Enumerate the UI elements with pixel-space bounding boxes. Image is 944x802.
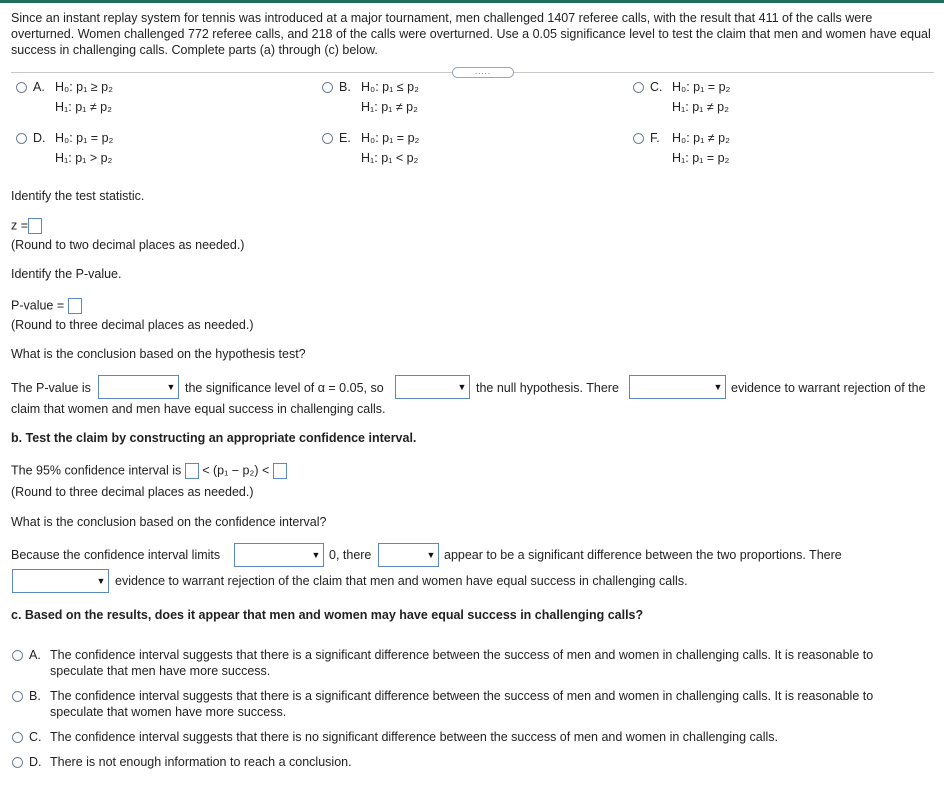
conclusion-text-4: evidence to warrant rejection of the — [731, 381, 926, 395]
radio-button[interactable] — [12, 691, 23, 702]
pvalue-rounding-note: (Round to three decimal places as needed.) — [11, 318, 254, 332]
hypothesis-option-d[interactable] — [16, 131, 113, 168]
option-text: There is not enough information to reach a conclusion. — [50, 755, 352, 769]
option-letter: C. — [29, 730, 42, 744]
answer-option-d[interactable] — [12, 754, 927, 770]
radio-button[interactable] — [633, 82, 644, 93]
option-letter: B. — [29, 689, 41, 703]
z-row — [11, 218, 42, 234]
conclusion-text-3: the null hypothesis. There — [476, 381, 619, 395]
ci-limits-dropdown[interactable] — [234, 543, 324, 567]
option-letter: F. — [650, 131, 660, 145]
hypothesis-option-f[interactable] — [633, 131, 730, 168]
dropdown-arrow-icon: ▼ — [166, 382, 176, 392]
radio-button[interactable] — [322, 82, 333, 93]
option-letter: A. — [33, 80, 45, 94]
alt-hypothesis: H₁: p₁ ≠ p₂ — [361, 100, 418, 114]
alt-hypothesis: H₁: p₁ ≠ p₂ — [672, 100, 729, 114]
ci-label: The 95% confidence interval is — [11, 463, 182, 478]
null-hypothesis-dropdown[interactable] — [395, 375, 470, 399]
ci-conclusion-prompt: What is the conclusion based on the confidence interval? — [11, 515, 327, 529]
answer-option-c[interactable] — [12, 729, 927, 745]
option-letter: C. — [650, 80, 663, 94]
pvalue-label: P-value = — [11, 298, 65, 313]
option-text: The confidence interval suggests that there is no significant difference between the success of men and women in challenging calls. — [50, 730, 778, 744]
dropdown-arrow-icon: ▼ — [311, 550, 321, 560]
alt-hypothesis: H₁: p₁ < p₂ — [361, 151, 419, 165]
null-hypothesis: H₀: p₁ ≥ p₂ — [55, 80, 113, 94]
option-letter: D. — [29, 755, 42, 769]
radio-button[interactable] — [16, 82, 27, 93]
evidence-dropdown[interactable] — [629, 375, 726, 399]
option-text: The confidence interval suggests that there is a significant difference between the success of men and women in challenging calls. It is reasonable to speculate that women have more success. — [50, 689, 874, 719]
null-hypothesis: H₀: p₁ = p₂ — [672, 80, 731, 94]
top-accent-bar — [0, 0, 944, 3]
ci-conclusion-text-3: appear to be a significant difference between the two proportions. There — [444, 548, 842, 562]
option-letter: D. — [33, 131, 46, 145]
part-c-heading: c. Based on the results, does it appear that men and women may have equal success in challenging calls? — [11, 608, 644, 622]
dropdown-arrow-icon: ▼ — [426, 550, 436, 560]
null-hypothesis: H₀: p₁ = p₂ — [55, 131, 114, 145]
part-b-heading: b. Test the claim by constructing an appropriate confidence interval. — [11, 431, 417, 445]
option-letter: A. — [29, 648, 41, 662]
dropdown-arrow-icon: ▼ — [457, 382, 467, 392]
radio-button[interactable] — [16, 133, 27, 144]
hypothesis-option-e[interactable] — [322, 131, 419, 168]
z-input[interactable] — [28, 218, 42, 234]
radio-button[interactable] — [633, 133, 644, 144]
dropdown-arrow-icon: ▼ — [96, 576, 106, 586]
pvalue-prompt: Identify the P-value. — [11, 267, 122, 281]
radio-button[interactable] — [12, 757, 23, 768]
option-text: The confidence interval suggests that there is a significant difference between the success of men and women in challenging calls. It is reasonable to speculate that men have more success. — [50, 648, 874, 678]
ci-middle: < (p₁ − p₂) < — [202, 463, 270, 478]
ci-conclusion-text-1: Because the confidence interval limits — [11, 548, 221, 562]
pvalue-row — [11, 298, 82, 314]
null-hypothesis: H₀: p₁ ≠ p₂ — [672, 131, 730, 145]
conclusion-text-1: The P-value is — [11, 381, 91, 395]
hypothesis-option-c[interactable] — [633, 80, 730, 117]
problem-statement: Since an instant replay system for tennis was introduced at a major tournament, men challenged 1407 referee calls, with the result that 411 of the calls were overturned. Women challenged 772 referee calls, and 218 of the calls were overturned. Use a 0.05 significance level to test the claim that men and women have equal success in challenging calls. Complete parts (a) through (c) below. — [11, 11, 931, 57]
pvalue-comparison-dropdown[interactable] — [98, 375, 179, 399]
ci-upper-input[interactable] — [273, 463, 287, 479]
radio-button[interactable] — [12, 650, 23, 661]
radio-button[interactable] — [322, 133, 333, 144]
ci-conclusion-text-2: 0, there — [329, 548, 372, 562]
test-stat-prompt: Identify the test statistic. — [11, 189, 145, 203]
ci-evidence-dropdown[interactable] — [12, 569, 109, 593]
option-letter: E. — [339, 131, 351, 145]
pvalue-input[interactable] — [68, 298, 82, 314]
z-label: z = — [11, 218, 29, 233]
radio-button[interactable] — [12, 732, 23, 743]
hypothesis-option-b[interactable] — [322, 80, 419, 117]
conclusion-prompt: What is the conclusion based on the hypothesis test? — [11, 347, 306, 361]
option-letter: B. — [339, 80, 351, 94]
ci-appear-dropdown[interactable] — [378, 543, 439, 567]
hypothesis-option-a[interactable] — [16, 80, 113, 117]
alt-hypothesis: H₁: p₁ > p₂ — [55, 151, 113, 165]
conclusion-text-5: claim that women and men have equal success in challenging calls. — [11, 402, 386, 416]
answer-option-a[interactable] — [12, 647, 927, 679]
alt-hypothesis: H₁: p₁ = p₂ — [672, 151, 730, 165]
ci-conclusion-text-4: evidence to warrant rejection of the claim that men and women have equal success in challenging calls. — [115, 574, 688, 588]
dropdown-arrow-icon: ▼ — [713, 382, 723, 392]
answer-option-b[interactable] — [12, 688, 927, 720]
conclusion-text-2: the significance level of α = 0.05, so — [185, 381, 384, 395]
null-hypothesis: H₀: p₁ ≤ p₂ — [361, 80, 419, 94]
null-hypothesis: H₀: p₁ = p₂ — [361, 131, 420, 145]
expand-more-button[interactable]: ..... — [452, 67, 514, 78]
z-rounding-note: (Round to two decimal places as needed.) — [11, 238, 245, 252]
ci-rounding-note: (Round to three decimal places as needed.) — [11, 485, 254, 499]
alt-hypothesis: H₁: p₁ ≠ p₂ — [55, 100, 112, 114]
ci-lower-input[interactable] — [185, 463, 199, 479]
ci-row — [11, 463, 287, 479]
